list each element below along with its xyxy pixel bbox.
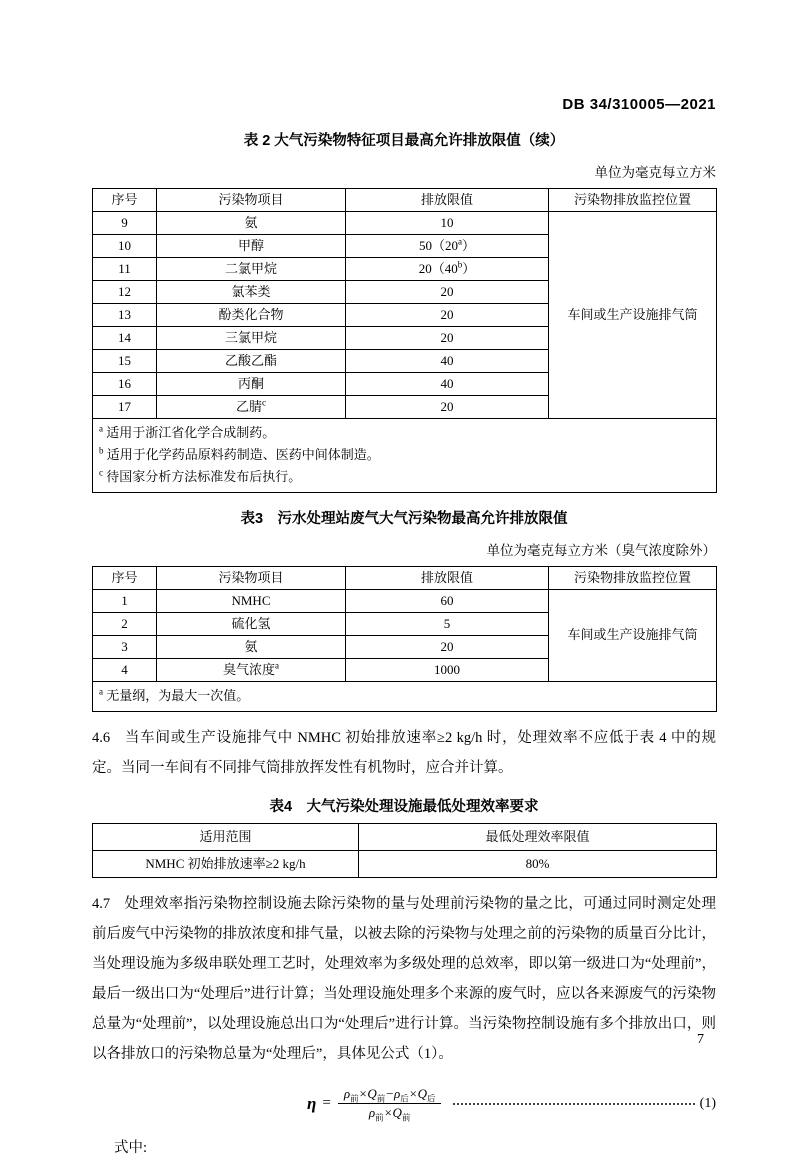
- column-header: 序号: [93, 189, 157, 212]
- table-cell: 氨: [157, 212, 346, 235]
- table-cell: 16: [93, 373, 157, 396]
- table-cell: 60: [346, 590, 549, 613]
- formula-eta-symbol: η: [307, 1093, 317, 1113]
- footnote-line: $^a$ 适用于浙江省化学合成制药。: [99, 423, 276, 440]
- table-cell: 丙酮: [157, 373, 346, 396]
- formula-numerator: $\rho_前\times Q_前-\rho_后\times Q_后$: [338, 1085, 442, 1104]
- table-cell: 20: [346, 304, 549, 327]
- table3-unit-note: 单位为毫克每立方米（臭气浓度除外）: [486, 543, 716, 558]
- table-cell: NMHC: [157, 590, 346, 613]
- table2-unit-note: 单位为毫克每立方米: [594, 165, 716, 180]
- column-header: 污染物项目: [157, 567, 346, 590]
- table-footnotes: [93, 419, 717, 493]
- table-cell: 80%: [359, 851, 717, 878]
- table-cell: 20: [346, 396, 549, 419]
- table-cell: 12: [93, 281, 157, 304]
- footnote-row: [93, 419, 717, 493]
- clause-number: 4.6: [92, 730, 111, 746]
- page-number: 7: [697, 1032, 704, 1047]
- table-cell: 15: [93, 350, 157, 373]
- table-cell: 20（40$^b$）: [346, 258, 549, 281]
- footnote-line: $^c$ 待国家分析方法标准发布后执行。: [99, 467, 302, 484]
- equation-number: (1): [699, 1095, 716, 1111]
- table-cell: 10: [346, 212, 549, 235]
- table-cell: 5: [346, 613, 549, 636]
- footnote-line: $^b$ 适用于化学药品原料药制造、医药中间体制造。: [99, 445, 380, 462]
- table-cell: NMHC 初始排放速率≥2 kg/h: [93, 851, 359, 878]
- table-cell: 40: [346, 350, 549, 373]
- footnote-line: $^a$ 无量纲，为最大一次值。: [99, 686, 250, 703]
- table-cell: 二氯甲烷: [157, 258, 346, 281]
- footnote-row: [93, 682, 717, 712]
- table-cell: 氯苯类: [157, 281, 346, 304]
- table-cell: 13: [93, 304, 157, 327]
- monitor-location-cell: 车间或生产设施排气筒: [549, 590, 717, 682]
- table4: [92, 823, 717, 878]
- table-cell: 臭气浓度$^a$: [157, 659, 346, 682]
- table-cell: 氨: [157, 636, 346, 659]
- table-cell: 乙腈$^c$: [157, 396, 346, 419]
- table-cell: 20: [346, 636, 549, 659]
- column-header: 排放限值: [346, 567, 549, 590]
- table-cell: 酚类化合物: [157, 304, 346, 327]
- table-cell: 三氯甲烷: [157, 327, 346, 350]
- table2: [92, 188, 717, 493]
- table3: [92, 566, 717, 712]
- table-footnotes: [93, 682, 717, 712]
- table-cell: 40: [346, 373, 549, 396]
- clause-4-6: [92, 723, 716, 783]
- table-cell: 10: [93, 235, 157, 258]
- monitor-location-cell: 车间或生产设施排气筒: [549, 212, 717, 419]
- table-cell: 乙酸乙酯: [157, 350, 346, 373]
- table-cell: 4: [93, 659, 157, 682]
- formula-equals: =: [322, 1095, 331, 1111]
- formula-1: [307, 1085, 716, 1122]
- table-cell: 2: [93, 613, 157, 636]
- column-header: 污染物排放监控位置: [549, 189, 717, 212]
- dotted-leader: [453, 1103, 694, 1105]
- table-row: [93, 590, 717, 613]
- table2-header-row: [93, 189, 717, 212]
- clause-text: 处理效率指污染物控制设施去除污染物的量与处理前污染物的量之比，可通过同时测定处理前后废气中污染物的排放浓度和排气量，以被去除的污染物与处理之前的污染物的质量百分比计，当处理设施为多级串联处理工艺时，处理效率为多级处理的总效率，即以第一级进口为“处理前”，最后一级出口为“处理后”进行计算；当处理设施处理多个来源的废气时，应以各来源废气的污染物总量为“处理前”，以处理设施总出口为“处理后”进行计算。当污染物控制设施有多个排放出口，则以各排放口的污染物总量为“处理后”，具体见公式（1）。: [92, 896, 716, 1062]
- column-header: 序号: [93, 567, 157, 590]
- column-header: 排放限值: [346, 189, 549, 212]
- table-cell: 1: [93, 590, 157, 613]
- clause-text: 当车间或生产设施排气中 NMHC 初始排放速率≥2 kg/h 时，处理效率不应低于表 4 中的规定。当同一车间有不同排气筒排放挥发性有机物时，应合并计算。: [92, 730, 716, 776]
- table-cell: 甲醇: [157, 235, 346, 258]
- table-cell: 11: [93, 258, 157, 281]
- table-cell: 20: [346, 281, 549, 304]
- table-cell: 20: [346, 327, 549, 350]
- column-header: 适用范围: [93, 824, 359, 851]
- table3-header-row: [93, 567, 717, 590]
- table2-caption: 表 2 大气污染物特征项目最高允许排放限值（续）: [243, 133, 565, 149]
- table-cell: 1000: [346, 659, 549, 682]
- formula-fraction: [338, 1085, 442, 1122]
- column-header: 污染物项目: [157, 189, 346, 212]
- where-label: 式中:: [114, 1140, 148, 1156]
- table4-header-row: [93, 824, 717, 851]
- standard-code: DB 34/310005—2021: [562, 96, 716, 113]
- table-row: [93, 851, 717, 878]
- table4-caption: 表4 大气污染处理设施最低处理效率要求: [269, 799, 539, 815]
- table-cell: 14: [93, 327, 157, 350]
- formula-denominator: $\rho_前\times Q_前$: [368, 1105, 411, 1123]
- table-row: [93, 212, 717, 235]
- clause-number: 4.7: [92, 896, 111, 912]
- page-content: [92, 0, 716, 1157]
- column-header: 最低处理效率限值: [359, 824, 717, 851]
- table-cell: 硫化氢: [157, 613, 346, 636]
- table-cell: 9: [93, 212, 157, 235]
- table-cell: 50（20$^a$）: [346, 235, 549, 258]
- table3-caption: 表3 污水处理站废气大气污染物最高允许排放限值: [240, 511, 568, 527]
- table-cell: 17: [93, 396, 157, 419]
- table-cell: 3: [93, 636, 157, 659]
- column-header: 污染物排放监控位置: [549, 567, 717, 590]
